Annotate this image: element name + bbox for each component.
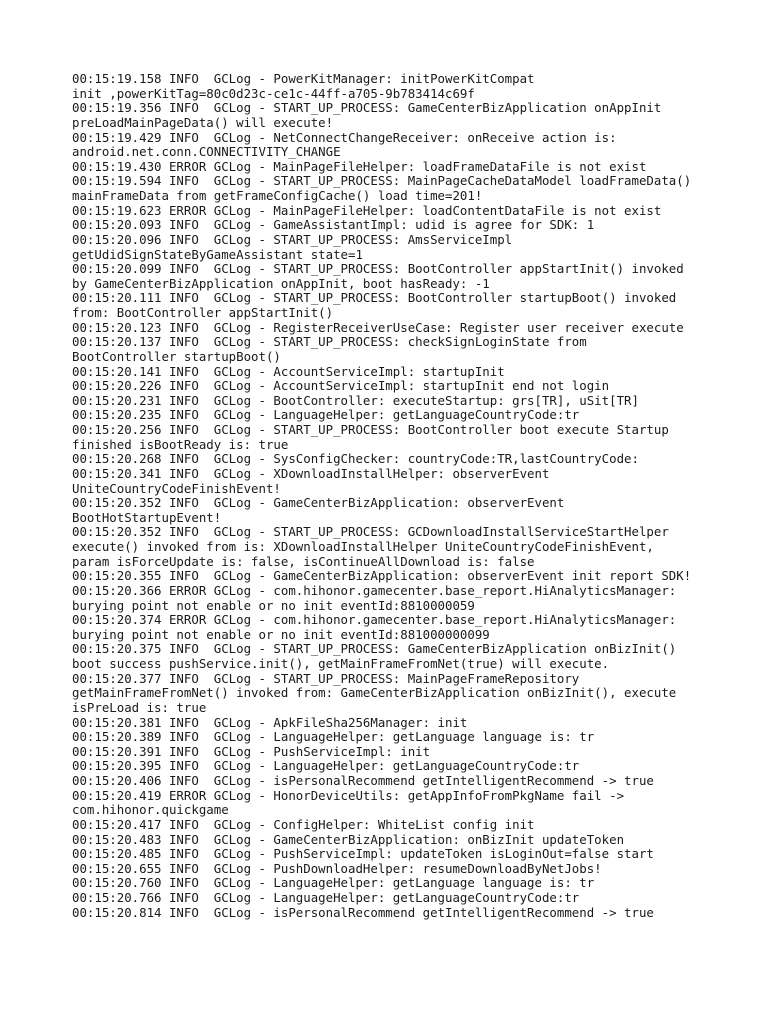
- log-line: 00:15:20.355 INFO GCLog - GameCenterBizApplication: observerEvent init report SDK!: [72, 568, 692, 584]
- log-line: 00:15:20.111 INFO GCLog - START_UP_PROCESS: BootController startupBoot() invoked: [72, 290, 677, 306]
- log-line: getMainFrameFromNet() invoked from: GameCenterBizApplication onBizInit(), execute: [72, 685, 677, 701]
- log-line: by GameCenterBizApplication onAppInit, boot hasReady: -1: [72, 275, 490, 291]
- log-line: 00:15:20.231 INFO GCLog - BootController: executeStartup: grs[TR], uSit[TR]: [72, 392, 639, 408]
- log-line: burying point not enable or no init eventId:8810000059: [72, 597, 475, 613]
- log-line: from: BootController appStartInit(): [72, 305, 334, 320]
- log-line: 00:15:20.099 INFO GCLog - START_UP_PROCESS: BootController appStartInit() invoked: [72, 261, 684, 277]
- log-line: init ,powerKitTag=80c0d23c-ce1c-44ff-a705-9b783414c69f: [72, 85, 475, 101]
- log-line: 00:15:20.352 INFO GCLog - START_UP_PROCESS: GCDownloadInstallServiceStartHelper: [72, 524, 669, 540]
- log-line: 00:15:20.235 INFO GCLog - LanguageHelper: getLanguageCountryCode:tr: [72, 407, 580, 423]
- log-line: getUdidSignStateByGameAssistant state=1: [72, 246, 363, 262]
- log-text-block: [72, 72, 712, 920]
- log-line: BootHotStartupEvent!: [72, 509, 222, 525]
- log-line: 00:15:20.377 INFO GCLog - START_UP_PROCESS: MainPageFrameRepository: [72, 670, 580, 686]
- log-line: 00:15:20.096 INFO GCLog - START_UP_PROCESS: AmsServiceImpl: [72, 231, 513, 247]
- log-line: finished isBootReady is: true: [72, 436, 289, 452]
- log-line: 00:15:20.093 INFO GCLog - GameAssistantImpl: udid is agree for SDK: 1: [72, 217, 595, 233]
- log-line: preLoadMainPageData() will execute!: [72, 114, 334, 130]
- log-line: 00:15:19.158 INFO GCLog - PowerKitManager: initPowerKitCompat: [72, 71, 535, 86]
- log-line: BootController startupBoot(): [72, 348, 281, 364]
- log-line: 00:15:20.391 INFO GCLog - PushServiceImpl: init: [72, 743, 431, 759]
- log-line: 00:15:20.268 INFO GCLog - SysConfigChecker: countryCode:TR,lastCountryCode:: [72, 451, 639, 467]
- log-line: 00:15:19.623 ERROR GCLog - MainPageFileHelper: loadContentDataFile is not exist: [72, 202, 662, 218]
- log-line: 00:15:20.406 INFO GCLog - isPersonalRecommend getIntelligentRecommend -> true: [72, 773, 654, 788]
- log-line: 00:15:20.137 INFO GCLog - START_UP_PROCESS: checkSignLoginState from: [72, 334, 587, 350]
- log-line: com.hihonor.quickgame: [72, 802, 229, 818]
- log-line: 00:15:20.226 INFO GCLog - AccountServiceImpl: startupInit end not login: [72, 378, 610, 394]
- log-line: boot success pushService.init(), getMainFrameFromNet(true) will execute.: [72, 656, 610, 671]
- log-line: 00:15:20.655 INFO GCLog - PushDownloadHelper: resumeDownloadByNetJobs!: [72, 860, 602, 876]
- log-line: 00:15:20.485 INFO GCLog - PushServiceImpl: updateToken isLoginOut=false start: [72, 846, 654, 862]
- log-line: 00:15:20.141 INFO GCLog - AccountServiceImpl: startupInit: [72, 363, 505, 379]
- log-line: 00:15:19.430 ERROR GCLog - MainPageFileHelper: loadFrameDataFile is not exist: [72, 158, 647, 174]
- log-line: 00:15:20.352 INFO GCLog - GameCenterBizApplication: observerEvent: [72, 495, 565, 511]
- log-line: android.net.conn.CONNECTIVITY_CHANGE: [72, 144, 341, 160]
- log-line: 00:15:20.760 INFO GCLog - LanguageHelper: getLanguage language is: tr: [72, 875, 595, 891]
- log-line: 00:15:19.356 INFO GCLog - START_UP_PROCESS: GameCenterBizApplication onAppInit: [72, 100, 662, 116]
- log-line: UniteCountryCodeFinishEvent!: [72, 480, 281, 496]
- log-line: 00:15:20.381 INFO GCLog - ApkFileSha256Manager: init: [72, 714, 468, 730]
- log-line: 00:15:20.374 ERROR GCLog - com.hihonor.gamecenter.base_report.HiAnalyticsManager:: [72, 612, 677, 628]
- log-line: 00:15:20.814 INFO GCLog - isPersonalRecommend getIntelligentRecommend -> true: [72, 904, 654, 920]
- log-line: 00:15:20.766 INFO GCLog - LanguageHelper: getLanguageCountryCode:tr: [72, 890, 580, 905]
- log-line: 00:15:20.483 INFO GCLog - GameCenterBizApplication: onBizInit updateToken: [72, 831, 625, 847]
- log-line: 00:15:19.429 INFO GCLog - NetConnectChangeReceiver: onReceive action is:: [72, 129, 617, 145]
- log-line: 00:15:19.594 INFO GCLog - START_UP_PROCESS: MainPageCacheDataModel loadFrameData(): [72, 173, 692, 189]
- log-line: 00:15:20.395 INFO GCLog - LanguageHelper: getLanguageCountryCode:tr: [72, 758, 580, 774]
- log-line: 00:15:20.389 INFO GCLog - LanguageHelper: getLanguage language is: tr: [72, 729, 595, 745]
- log-line: 00:15:20.366 ERROR GCLog - com.hihonor.gamecenter.base_report.HiAnalyticsManager:: [72, 582, 677, 598]
- log-line: mainFrameData from getFrameConfigCache() load time=201!: [72, 188, 483, 203]
- log-line: 00:15:20.256 INFO GCLog - START_UP_PROCESS: BootController boot execute Startup: [72, 422, 669, 437]
- log-line: 00:15:20.417 INFO GCLog - ConfigHelper: WhiteList config init: [72, 816, 535, 832]
- log-line: 00:15:20.341 INFO GCLog - XDownloadInstallHelper: observerEvent: [72, 465, 550, 481]
- log-line: burying point not enable or no init eventId:881000000099: [72, 626, 490, 642]
- log-line: 00:15:20.375 INFO GCLog - START_UP_PROCESS: GameCenterBizApplication onBizInit(): [72, 641, 677, 657]
- log-line: param isForceUpdate is: false, isContinueAllDownload is: false: [72, 553, 535, 569]
- log-line: 00:15:20.419 ERROR GCLog - HonorDeviceUtils: getAppInfoFromPkgName fail ->: [72, 787, 625, 803]
- log-line: isPreLoad is: true: [72, 699, 207, 715]
- log-line: execute() invoked from is: XDownloadInstallHelper UniteCountryCodeFinishEvent,: [72, 539, 654, 554]
- log-line: 00:15:20.123 INFO GCLog - RegisterReceiverUseCase: Register user receiver execute: [72, 319, 684, 335]
